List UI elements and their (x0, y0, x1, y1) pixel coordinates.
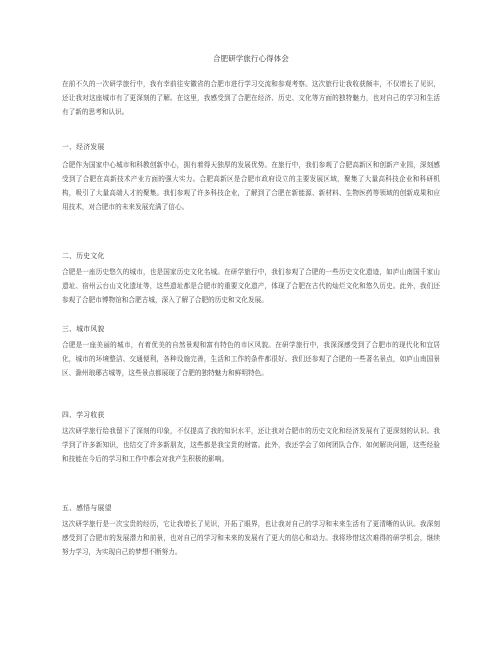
section-text: 这次研学旅行给我留下了深刻的印象，不仅提高了我的知识水平，还让我对合肥市的历史文化和经济发展有了更深刻的认识。我学到了许多新知识，也结交了许多新朋友，这些都是我宝贵的财富。此外，我还学会了如何团队合作、如何解决问题，这些经验和技能在今后的学习和工作中都会对我产生积极的影响。 (62, 427, 440, 463)
section-text: 合肥是一座历史悠久的城市，也是国家历史文化名城。在研学旅行中，我们参观了合肥的一些历史文化遗迹，如庐山南国千家山遗址、宿州云台山文化遗址等，这些遗址都是合肥市的重要文化遗产，体现了合肥在古代的灿烂文化和悠久历史。此外，我们还参观了合肥市博物馆和合肥古城，深入了解了合肥的历史和文化发展。 (62, 268, 440, 304)
document-title: 合肥研学旅行心得体会 (213, 54, 289, 63)
section-heading-history: 二、历史文化 (62, 252, 105, 260)
section-heading-learning: 四、学习收获 (62, 411, 105, 419)
intro-text: 在前不久的一次研学旅行中，我有幸前往安徽省的合肥市进行学习交流和参观考察。这次旅行让我收获颇丰，不仅增长了见识，还让我对这座城市有了更深刻的了解。在这里，我感受到了合肥在经济、历史、文化等方面的独特魅力，也对自己的学习和生活有了新的思考和认识。 (62, 80, 440, 116)
section-text: 这次研学旅行是一次宝贵的经历，它让我增长了见识，开拓了眼界，也让我对自己的学习和未来生活有了更清晰的认识。我深刻感受到了合肥市的发展潜力和前景，也对自己的学习和未来的发展有了更大的信心和动力。我将珍惜这次难得的研学机会，继续努力学习，为实现自己的梦想不断努力。 (62, 520, 440, 556)
section-body-learning (62, 425, 440, 467)
section-text: 合肥作为国家中心城市和科教创新中心，拥有着得天独厚的发展优势。在旅行中，我们参观了合肥高新区和创新产业园，深刻感受到了合肥在高新技术产业方面的强大实力。合肥高新区是合肥市政府设立的主要发展区域，聚集了大量高科技企业和科研机构，吸引了大量高端人才的聚集。我们参观了许多科技企业，了解到了合肥在新能源、新材料、生物医药等领域的创新成果和应用技术，对合肥市的未来发展充满了信心。 (62, 161, 440, 211)
section-body-economy (62, 159, 440, 215)
intro-paragraph (62, 78, 440, 120)
section-heading-reflection: 五、感悟与展望 (62, 504, 112, 512)
section-heading-economy: 一、经济发展 (62, 143, 105, 151)
section-heading-cityscape: 三、城市风貌 (62, 325, 105, 333)
section-body-history (62, 266, 440, 308)
section-body-cityscape (62, 339, 440, 381)
section-body-reflection (62, 518, 440, 560)
section-text: 合肥是一座美丽的城市，有着优美的自然景观和富有特色的市区风貌。在研学旅行中，我深深感受到了合肥市的现代化和宜居化，城市的环境整洁、交通便利，各种设施完善，生活和工作的条件都很好。我们还参观了合肥的一些著名景点，如庐山南国景区、滁州琅琊古城等，这些景点都展现了合肥的独特魅力和鲜明特色。 (62, 341, 440, 377)
